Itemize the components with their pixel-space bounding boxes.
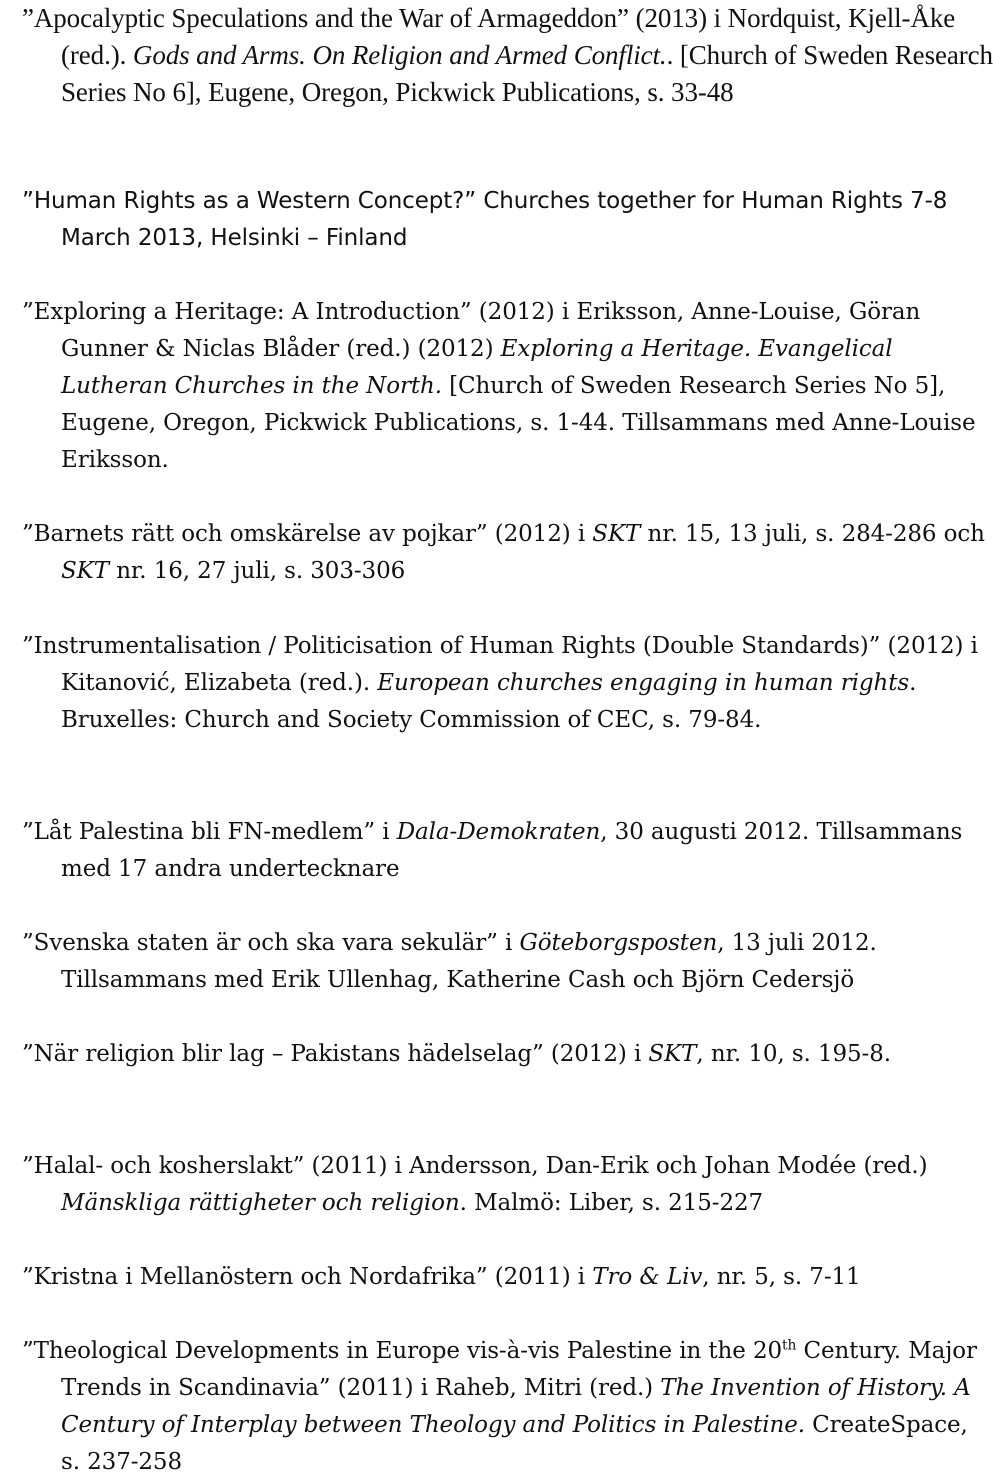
italic-title-text: Gods and Arms. On Religion and Armed Conflict. xyxy=(132,40,667,70)
bibliography-entry xyxy=(22,516,993,590)
bibliography-entry xyxy=(22,628,993,739)
bibliography-entry xyxy=(22,294,993,479)
entry-text: ”Barnets rätt och omskärelse av pojkar” (2012) i xyxy=(22,521,593,547)
entry-text: ”När religion blir lag – Pakistans hädelselag” (2012) i xyxy=(22,1041,649,1067)
entry-text: ”Human Rights as a Western Concept?” Churches together for Human Rights 7-8 March 2013, Helsinki – Finland xyxy=(22,188,948,251)
bibliography-entry xyxy=(22,925,993,999)
entry-text: , nr. 5, s. 7-11 xyxy=(702,1264,861,1290)
italic-title-text: SKT xyxy=(648,1041,697,1067)
italic-title-text: SKT xyxy=(592,521,641,547)
entry-text: ”Instrumentalisation / Politicisation of Human Rights (Double Standards)” (2012) i Kitanović, Elizabeta (red.). xyxy=(22,633,978,696)
italic-title-text: Exploring a Heritage. Evangelical Lutheran Churches in the North. xyxy=(61,336,893,399)
entry-text: , nr. 10, s. 195-8. xyxy=(696,1041,891,1067)
bibliography-entry xyxy=(22,0,993,111)
italic-title-text: Dala-Demokraten xyxy=(396,819,601,845)
entry-text: [Church of Sweden Research Series No 5], Eugene, Oregon, Pickwick Publications, s. 1-44. Tillsammans med Anne-Louise Eriksson. xyxy=(61,373,976,473)
bibliography-entry xyxy=(22,814,993,888)
italic-title-text: Göteborgsposten xyxy=(519,930,718,956)
bibliography-entry xyxy=(22,1036,993,1073)
bibliography-entry xyxy=(22,1148,993,1222)
entry-text: . Bruxelles: Church and Society Commission of CEC, s. 79-84. xyxy=(61,670,917,733)
superscript-text: th xyxy=(782,1337,797,1354)
entry-text: CreateSpace, s. 237-258 xyxy=(61,1412,968,1475)
italic-title-text: European churches engaging in human rights xyxy=(377,670,910,696)
entry-text: ”Apocalyptic Speculations and the War of Armageddon” (2013) i Nordquist, Kjell-Åke (red.). xyxy=(22,3,956,70)
italic-title-text: The Invention of History. A Century of Interplay between Theology and Politics in Palestine. xyxy=(61,1375,971,1438)
italic-title-text: Mänskliga rättigheter och religion xyxy=(61,1190,460,1216)
entry-text: nr. 16, 27 juli, s. 303-306 xyxy=(108,558,406,584)
entry-text: nr. 15, 13 juli, s. 284-286 och xyxy=(640,521,985,547)
italic-title-text: Tro & Liv xyxy=(592,1264,703,1290)
entry-text: ”Theological Developments in Europe vis-à-vis Palestine in the 20 xyxy=(22,1338,783,1364)
entry-text: ”Svenska staten är och ska vara sekulär” i xyxy=(22,930,520,956)
entry-text: . [Church of Sweden Research Series No 6], Eugene, Oregon, Pickwick Publications, s. 33-48 xyxy=(61,40,993,107)
bibliography-entry xyxy=(22,183,993,257)
entry-text: ”Låt Palestina bli FN-medlem” i xyxy=(22,819,397,845)
entry-text: , 13 juli 2012. Tillsammans med Erik Ullenhag, Katherine Cash och Björn Cedersjö xyxy=(61,930,877,993)
entry-text: Century. Major Trends in Scandinavia” (2011) i Raheb, Mitri (red.) xyxy=(61,1338,977,1401)
bibliography-entry xyxy=(22,1333,993,1481)
entry-text: . Malmö: Liber, s. 215-227 xyxy=(459,1190,764,1216)
entry-text: ”Halal- och kosherslakt” (2011) i Andersson, Dan-Erik och Johan Modée (red.) xyxy=(22,1153,928,1179)
entry-text: ”Exploring a Heritage: A Introduction” (2012) i Eriksson, Anne-Louise, Göran Gunner & Niclas Blåder (red.) (2012) xyxy=(22,299,921,362)
bibliography-entry xyxy=(22,1259,993,1296)
entry-text: , 30 augusti 2012. Tillsammans med 17 andra undertecknare xyxy=(61,819,963,882)
entry-text: ”Kristna i Mellanöstern och Nordafrika” (2011) i xyxy=(22,1264,593,1290)
italic-title-text: SKT xyxy=(61,558,109,584)
